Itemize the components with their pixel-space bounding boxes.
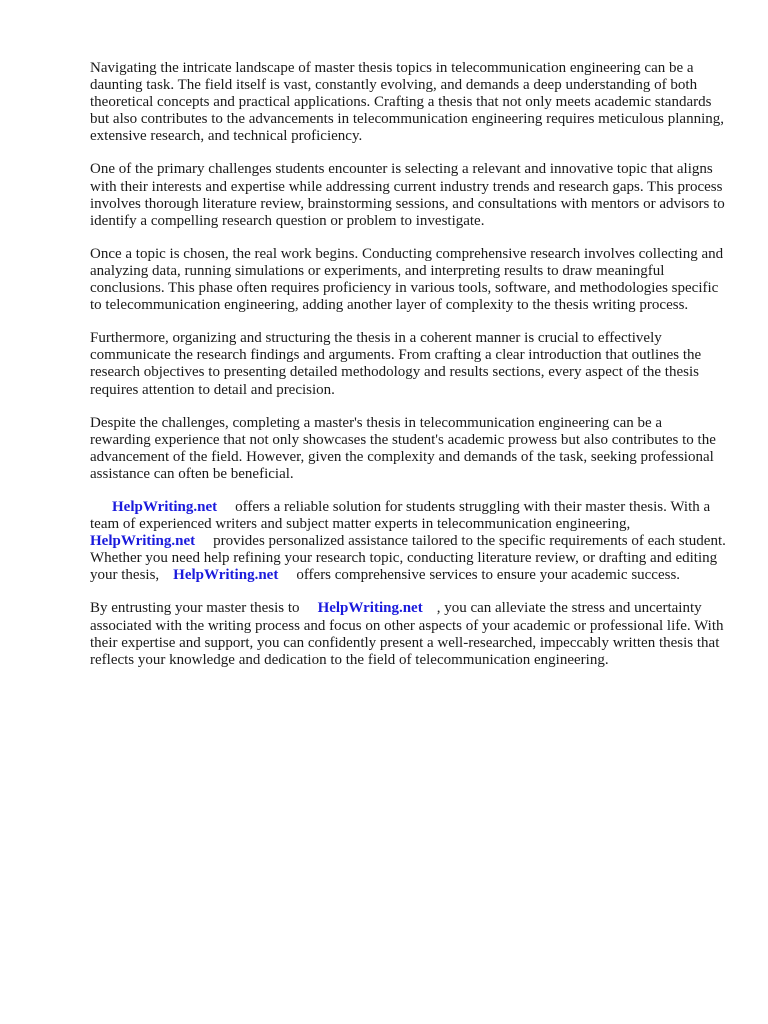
paragraph-6-text-2: provides personalized assistance tailored to the specific requirements of each student. Whether you need help refining your research topic, conducting literature review, or drafting and editing your thesis, (90, 533, 726, 584)
paragraph-6 (90, 499, 726, 584)
paragraph-6-text-3: offers comprehensive services to ensure your academic success. (296, 567, 681, 584)
helpwriting-link-4[interactable]: HelpWriting.net (317, 600, 423, 617)
paragraph-1: Navigating the intricate landscape of master thesis topics in telecommunication engineering can be a daunting task. The field itself is vast, constantly evolving, and demands a deep understanding of both theoretical concepts and practical applications. Crafting a thesis that not only meets academic standards but also contributes to the advancements in telecommunication engineering requires meticulous planning, extensive research, and technical proficiency. (90, 60, 724, 145)
paragraph-5: Despite the challenges, completing a master's thesis in telecommunication engineering can be a rewarding experience that not only showcases the student's academic prowess but also contributes to the advancement of the field. However, given the complexity and demands of the task, seeking professional assistance can often be beneficial. (90, 414, 716, 482)
helpwriting-link-3[interactable]: HelpWriting.net (173, 567, 279, 584)
paragraph-7-text-2: , you can alleviate the stress and uncertainty associated with the writing process and focus on other aspects of your academic or professional life. With their expertise and support, you can confidently present a well-researched, impeccably written thesis that reflects your knowledge and dedication to the field of telecommunication engineering. (90, 600, 724, 668)
paragraph-7 (90, 600, 726, 668)
paragraph-2: One of the primary challenges students encounter is selecting a relevant and innovative topic that aligns with their interests and expertise while addressing current industry trends and research gaps. This process involves thorough literature review, brainstorming sessions, and consultations with mentors or advisors to identify a compelling research question or problem to investigate. (90, 161, 725, 229)
paragraph-3: Once a topic is chosen, the real work begins. Conducting comprehensive research involves collecting and analyzing data, running simulations or experiments, and interpreting results to draw meaningful conclusions. This phase often requires proficiency in various tools, software, and methodologies specific to telecommunication engineering, adding another layer of complexity to the thesis writing process. (90, 245, 724, 314)
helpwriting-link-2[interactable]: HelpWriting.net (90, 533, 196, 550)
helpwriting-link-1[interactable]: HelpWriting.net (112, 498, 218, 515)
paragraph-6-text-1: offers a reliable solution for students struggling with their master thesis. With a team of experienced writers and subject matter experts in telecommunication engineering, (90, 498, 711, 533)
paragraph-4: Furthermore, organizing and structuring the thesis in a coherent manner is crucial to effectively communicate the research findings and arguments. From crafting a clear introduction that outlines the research objectives to presenting detailed methodology and results sections, every aspect of the thesis requires attention to detail and precision. (90, 330, 702, 398)
document-page (90, 60, 726, 685)
paragraph-7-text-1: By entrusting your master thesis to (90, 600, 300, 617)
